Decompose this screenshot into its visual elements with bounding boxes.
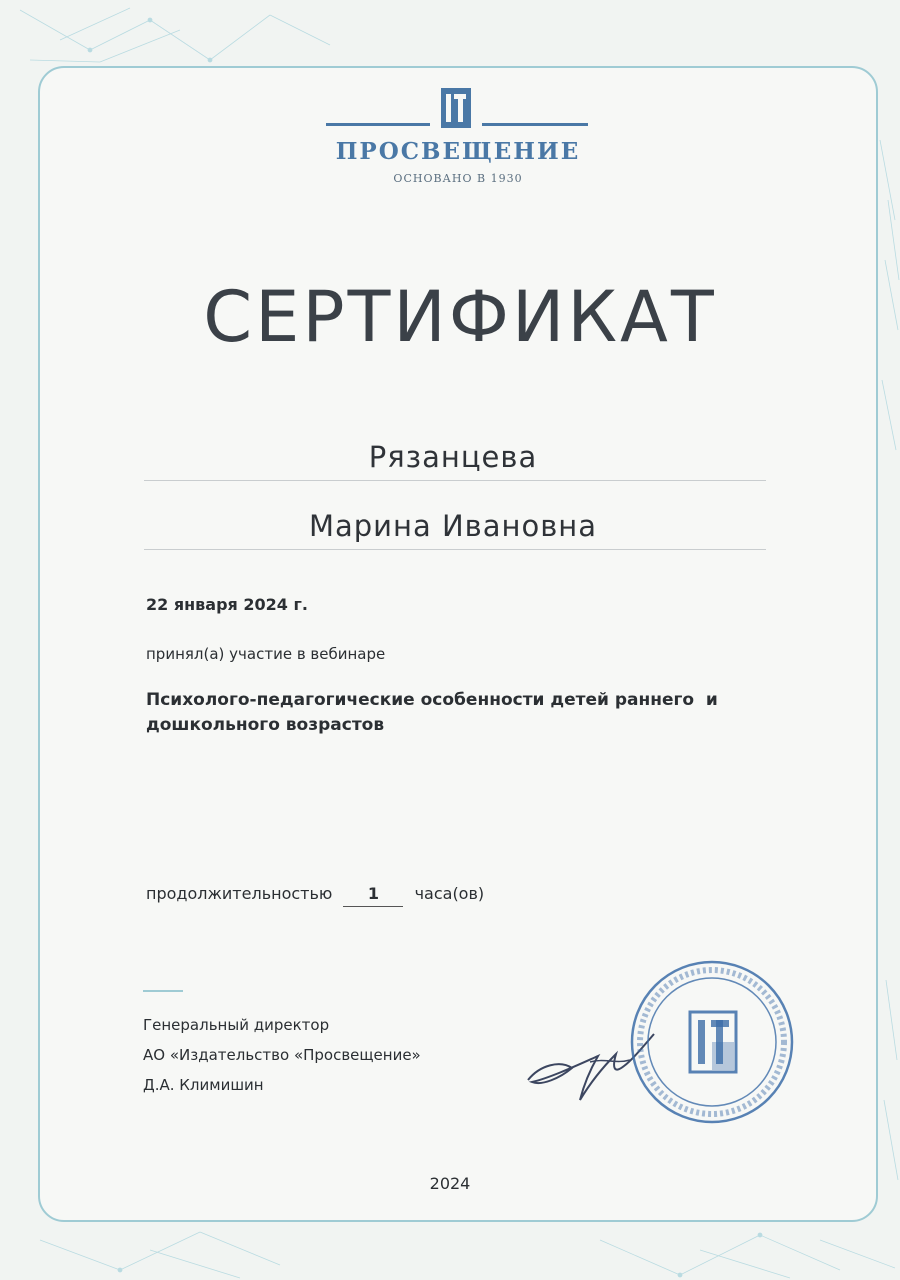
signature-accent-line	[143, 990, 183, 992]
duration-row	[146, 884, 484, 907]
company-stamp	[628, 958, 796, 1126]
signatory-name: Д.А. Климишин	[143, 1076, 264, 1094]
webinar-topic-line-2: дошкольного возрастов	[146, 715, 385, 735]
surname-underline	[144, 480, 766, 481]
participation-text: принял(а) участие в вебинаре	[146, 645, 386, 663]
prosveshchenie-logo-icon	[441, 88, 471, 128]
given-names-underline	[144, 549, 766, 550]
header-rule-right	[482, 123, 588, 126]
duration-prefix: продолжительностью	[146, 884, 333, 903]
brand-name: ПРОСВЕЩЕНИЕ	[335, 138, 581, 165]
webinar-topic	[146, 688, 856, 738]
duration-suffix: часа(ов)	[414, 884, 485, 903]
recipient-given-names: Марина Ивановна	[308, 509, 598, 543]
certificate-year: 2024	[429, 1174, 471, 1193]
signatory-position: Генеральный директор	[143, 1016, 330, 1034]
recipient-surname: Рязанцева	[368, 440, 538, 474]
duration-value: 1	[343, 884, 403, 907]
founded-text: ОСНОВАНО В 1930	[393, 172, 523, 185]
certificate-title: СЕРТИФИКАТ	[203, 276, 717, 358]
signatory-organization: АО «Издательство «Просвещение»	[143, 1046, 421, 1064]
webinar-topic-line-1: Психолого-педагогические особенности детей раннего и	[146, 690, 718, 710]
event-date: 22 января 2024 г.	[146, 595, 308, 614]
header-rule-left	[326, 123, 430, 126]
